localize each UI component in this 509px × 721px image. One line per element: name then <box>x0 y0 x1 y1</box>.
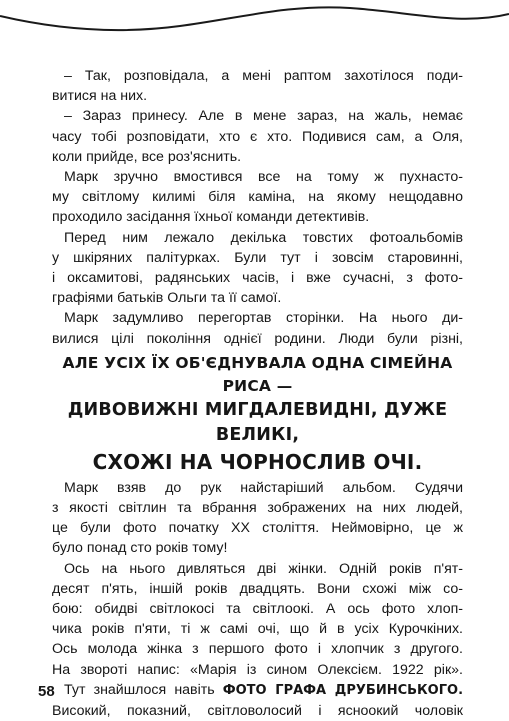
text-line: Ось молода жінка з першого фото і хлопчик з другого. <box>52 641 463 658</box>
text-line: проходило засідання їхньої команди детективів. <box>52 209 370 226</box>
text-line: це були фото початку ХХ століття. Неймовірно, це ж <box>52 520 463 537</box>
text-line: і оксамитові, радянських часів, і вже сучасні, з фото- <box>52 270 463 287</box>
text-line: Марк задумливо перегортав сторінки. На нього ди- <box>64 310 463 327</box>
text-line: – Так, розповідала, а мені раптом захотілося поди- <box>64 68 463 84</box>
body-text <box>52 66 463 721</box>
paragraph-8 <box>52 680 463 721</box>
text-line: бою: обидві світлокосі та світлоокі. А ось фото хлоп- <box>52 601 463 618</box>
page-header-wave <box>0 0 509 40</box>
highlight-line-1: АЛЕ УСІХ ЇХ ОБ'ЄДНУВАЛА ОДНА СІМЕЙНА РИСА — <box>62 353 453 395</box>
paragraph-1 <box>52 66 463 106</box>
text-line: Високий, показний, світловолосий і ясноокий чоловік <box>52 703 463 720</box>
text-line: графіями батьків Ольги та її самої. <box>52 290 282 307</box>
text-line: десят п'ять, іншій років двадцять. Вони схожі між со- <box>52 580 463 597</box>
text-line: з якості світлин та вбрання зображених на них людей, <box>52 500 463 517</box>
text-line: у шкіряних палітурках. Були тут і зовсім старовинні, <box>52 249 463 266</box>
highlighted-quote <box>52 352 463 476</box>
text-line: часу тобі розповідати, хто є хто. Подивися сам, а Оля, <box>52 128 463 145</box>
text-line: Марк зручно вмостився все на тому ж пухнасто- <box>64 169 463 186</box>
text-line: – Зараз принесу. Але в мене зараз, на жаль, немає <box>64 108 463 125</box>
text-line: чика років п'яти, ті ж самі очі, що й в усіх Курочкіних. <box>52 621 463 638</box>
text-line: витися на них. <box>52 88 148 105</box>
paragraph-2 <box>52 106 463 167</box>
highlight-line-2: ДИВОВИЖНІ МИГДАЛЕВИДНІ, ДУЖЕ ВЕЛИКІ, <box>67 399 448 445</box>
paragraph-5 <box>52 308 463 348</box>
paragraph-7 <box>52 559 463 680</box>
text-line: Марк взяв до рук найстаріший альбом. Судячи <box>64 479 463 496</box>
text-line: Ось на нього дивляться дві жінки. Одній років п'ят- <box>64 560 463 577</box>
text-line: коли прийде, все роз'яснить. <box>52 148 242 165</box>
paragraph-3 <box>52 167 463 228</box>
text-line: На звороті напис: «Марія із сином Олексієм. 1922 рік». <box>52 661 463 678</box>
paragraph-4 <box>52 228 463 309</box>
text-run: Тут знайшлося навіть <box>64 681 223 698</box>
paragraph-6 <box>52 478 463 559</box>
text-line: було понад сто років тому! <box>52 540 228 557</box>
text-line: вилися цілі покоління однієї родини. Люди були різні, <box>52 330 463 347</box>
bold-phrase: ФОТО ГРАФА ДРУБИНСЬКОГО. <box>222 682 464 698</box>
highlight-line-3: СХОЖІ НА ЧОРНОСЛИВ ОЧІ. <box>92 449 423 474</box>
text-line <box>52 680 463 701</box>
page-number: 58 <box>38 683 55 700</box>
text-line: му світлому килимі біля каміна, на якому нещодавно <box>52 189 463 206</box>
text-line: Перед ним лежало декілька товстих фотоальбомів <box>64 229 463 246</box>
